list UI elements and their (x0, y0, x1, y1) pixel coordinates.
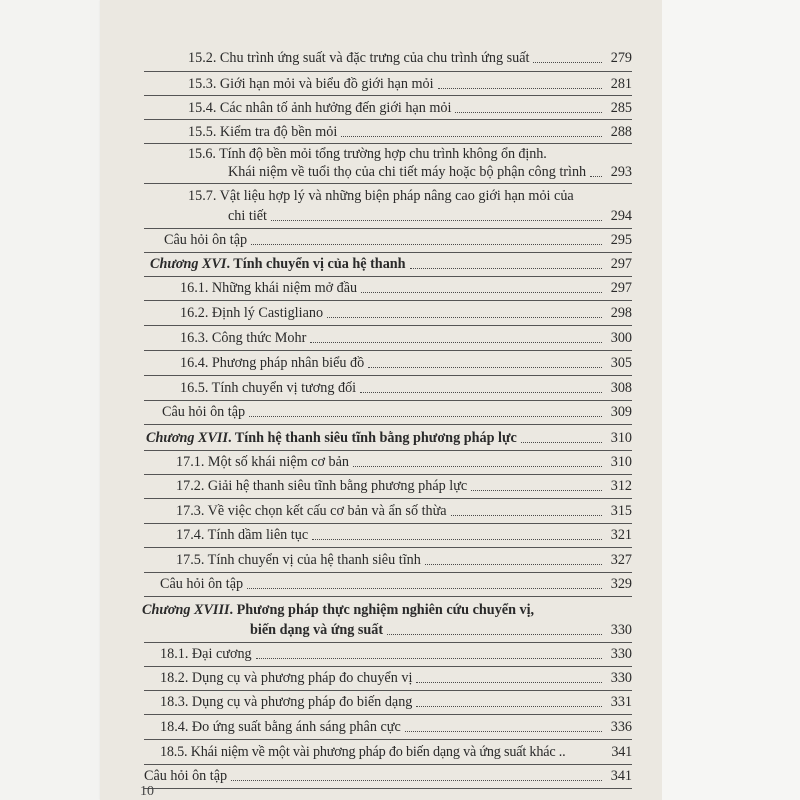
entry-label: 18.1. Đại cương (160, 646, 252, 662)
row-rule (144, 690, 632, 691)
entry-label-line2: chi tiết (228, 208, 268, 224)
toc-entry (164, 232, 632, 248)
toc-entry (176, 552, 632, 568)
row-rule (144, 788, 632, 789)
leader-dots (310, 342, 602, 343)
page-number: 288 (610, 124, 632, 140)
entry-label: Câu hỏi ôn tập (164, 232, 248, 248)
toc-entry (160, 744, 632, 760)
leader-dots (341, 136, 602, 137)
chapter-heading: Chương XVII. Tính hệ thanh siêu tĩnh bằng phương pháp lực (146, 430, 517, 446)
entry-label: 18.4. Đo ứng suất bằng ánh sáng phân cực (160, 719, 401, 735)
toc-entry (180, 305, 632, 321)
entry-label: Câu hỏi ôn tập (144, 768, 228, 784)
page-number: 281 (610, 76, 632, 92)
page-number: 329 (610, 576, 632, 592)
entry-label: 16.1. Những khái niệm mở đầu (180, 280, 358, 296)
page-number: 312 (610, 478, 632, 494)
page-number: 308 (610, 380, 632, 396)
toc-entry (144, 768, 632, 784)
leader-dots (231, 780, 602, 781)
entry-label: 17.1. Một số khái niệm cơ bản (176, 454, 350, 470)
page-number: 330 (610, 670, 632, 686)
leader-dots (360, 392, 602, 393)
row-rule (144, 95, 632, 96)
row-rule (144, 642, 632, 643)
row-rule (144, 375, 632, 376)
leader-dots (410, 268, 602, 269)
toc-entry (160, 694, 632, 710)
leader-dots (387, 634, 602, 635)
leader-dots (416, 706, 602, 707)
toc-entry (176, 478, 632, 494)
row-rule (144, 143, 632, 144)
toc-chapter (146, 430, 632, 446)
row-rule (144, 300, 632, 301)
page-number: 336 (610, 719, 632, 735)
page-number: 341 (610, 768, 632, 784)
toc-entry (162, 404, 632, 420)
row-rule (144, 547, 632, 548)
page-number: 310 (610, 430, 632, 446)
leader-dots (251, 244, 602, 245)
toc-entry (188, 76, 632, 92)
entry-label: 16.3. Công thức Mohr (180, 330, 307, 346)
leader-dots (425, 564, 602, 565)
page-number: 294 (610, 208, 632, 224)
entry-label: 16.4. Phương pháp nhân biểu đồ (180, 355, 365, 371)
entry-label: 15.2. Chu trình ứng suất và đặc trưng của chu trình ứng suất (188, 50, 530, 66)
row-rule (144, 424, 632, 425)
toc-chapter (250, 622, 632, 638)
page-number: 309 (610, 404, 632, 420)
page-number: 298 (610, 305, 632, 321)
row-rule (144, 325, 632, 326)
page-number: 330 (610, 622, 632, 638)
entry-label: 15.3. Giới hạn mỏi và biểu đồ giới hạn mỏi (188, 76, 434, 92)
leader-dots (451, 515, 602, 516)
entry-label: Câu hỏi ôn tập (160, 576, 244, 592)
row-rule (144, 119, 632, 120)
toc-entry (180, 380, 632, 396)
entry-label: 18.3. Dụng cụ và phương pháp đo biến dạng (160, 694, 413, 710)
toc-entry (188, 50, 632, 66)
chapter-title: Tính hệ thanh siêu tĩnh bằng phương pháp lực (234, 430, 517, 446)
toc-entry (160, 576, 632, 592)
page-number: 315 (610, 503, 632, 519)
row-rule (144, 739, 632, 740)
leader-dots (312, 539, 602, 540)
row-rule (144, 252, 632, 253)
entry-label: 18.2. Dụng cụ và phương pháp đo chuyển vị (160, 670, 413, 686)
chapter-heading-line1: Chương XVIII. Phương pháp thực nghiệm nghiên cứu chuyển vị, (142, 602, 535, 618)
row-rule (144, 572, 632, 573)
page-number: 305 (610, 355, 632, 371)
toc-entry (160, 719, 632, 735)
toc-entry (160, 670, 632, 686)
leader-dots (471, 490, 602, 491)
chapter-number: Chương XVI (150, 256, 227, 272)
chapter-title: Phương pháp thực nghiệm nghiên cứu chuyển vị, (236, 602, 535, 618)
entry-label: 16.5. Tính chuyển vị tương đối (180, 380, 357, 396)
toc-entry (160, 646, 632, 662)
toc-entry (180, 355, 632, 371)
chapter-number: Chương XVII (146, 430, 228, 446)
entry-label: 17.3. Về việc chọn kết cấu cơ bản và ẩn số thừa (176, 503, 447, 519)
entry-label: Câu hỏi ôn tập (162, 404, 246, 420)
toc-entry (180, 330, 632, 346)
row-rule (144, 276, 632, 277)
leader-dots (271, 220, 602, 221)
background-left (0, 0, 100, 800)
row-rule (144, 666, 632, 667)
row-rule (144, 714, 632, 715)
row-rule (144, 228, 632, 229)
page-number: 327 (610, 552, 632, 568)
row-rule (144, 71, 632, 72)
entry-label: 16.2. Định lý Castigliano (180, 305, 324, 321)
row-rule (144, 474, 632, 475)
toc-entry (176, 503, 632, 519)
page-number: 330 (610, 646, 632, 662)
page-number: 321 (610, 527, 632, 543)
row-rule (144, 350, 632, 351)
leader-dots (416, 682, 602, 683)
chapter-heading: Chương XVI. Tính chuyển vị của hệ thanh (150, 256, 406, 272)
chapter-number: Chương XVIII (142, 602, 230, 618)
row-rule (144, 596, 632, 597)
toc-entry (176, 527, 632, 543)
toc-entry (188, 124, 632, 140)
row-rule (144, 764, 632, 765)
page-number: 297 (610, 256, 632, 272)
leader-dots (533, 62, 602, 63)
chapter-heading-line2 (250, 622, 383, 638)
background-right (662, 0, 800, 800)
row-rule (144, 400, 632, 401)
entry-label: 17.2. Giải hệ thanh siêu tĩnh bằng phương pháp lực (176, 478, 468, 494)
toc-entry (228, 164, 632, 180)
toc-entry (228, 208, 632, 224)
leader-dots (247, 588, 602, 589)
leader-dots (455, 112, 602, 113)
entry-label: 15.5. Kiểm tra độ bền mỏi (188, 124, 338, 140)
toc-chapter (150, 256, 632, 272)
leader-dots (368, 367, 602, 368)
toc-entry (180, 280, 632, 296)
page-number: 285 (610, 100, 632, 116)
page-number: 295 (610, 232, 632, 248)
chapter-title-line2: biến dạng và ứng suất (250, 622, 384, 638)
page-number: 331 (610, 694, 632, 710)
row-rule (144, 498, 632, 499)
leader-dots (249, 416, 602, 417)
leader-dots (256, 658, 602, 659)
page-number: 279 (610, 50, 632, 66)
entry-label-line1: 15.6. Tính độ bền mỏi tổng trường hợp chu trình không ổn định. (188, 146, 547, 162)
page-number: 341 (611, 744, 632, 760)
toc-entry (188, 100, 632, 116)
leader-dots (361, 292, 602, 293)
entry-label: 15.4. Các nhân tố ảnh hưởng đến giới hạn mỏi (188, 100, 452, 116)
leader-dots (521, 442, 602, 443)
leader-dots (405, 731, 602, 732)
chapter-title: Tính chuyển vị của hệ thanh (233, 256, 406, 272)
page-number: 293 (610, 164, 632, 180)
entry-label-line2: Khái niệm về tuổi thọ của chi tiết máy hoặc bộ phận công trình (228, 164, 587, 180)
entry-label: 18.5. Khái niệm về một vài phương pháp đo biến dạng và ứng suất khác .. (160, 744, 566, 760)
row-rule (144, 183, 632, 184)
page-folio: 10 (140, 784, 154, 799)
leader-dots (327, 317, 602, 318)
page-number: 300 (610, 330, 632, 346)
leader-dots (438, 88, 602, 89)
row-rule (144, 450, 632, 451)
toc-entry (176, 454, 632, 470)
entry-label: 17.5. Tính chuyển vị của hệ thanh siêu tĩnh (176, 552, 421, 568)
entry-label-line1: 15.7. Vật liệu hợp lý và những biện pháp nâng cao giới hạn mỏi của (188, 188, 574, 204)
row-rule (144, 523, 632, 524)
leader-dots (353, 466, 602, 467)
page-number: 310 (610, 454, 632, 470)
leader-dots (590, 176, 602, 177)
page-number: 297 (610, 280, 632, 296)
entry-label: 17.4. Tính dầm liên tục (176, 527, 309, 543)
